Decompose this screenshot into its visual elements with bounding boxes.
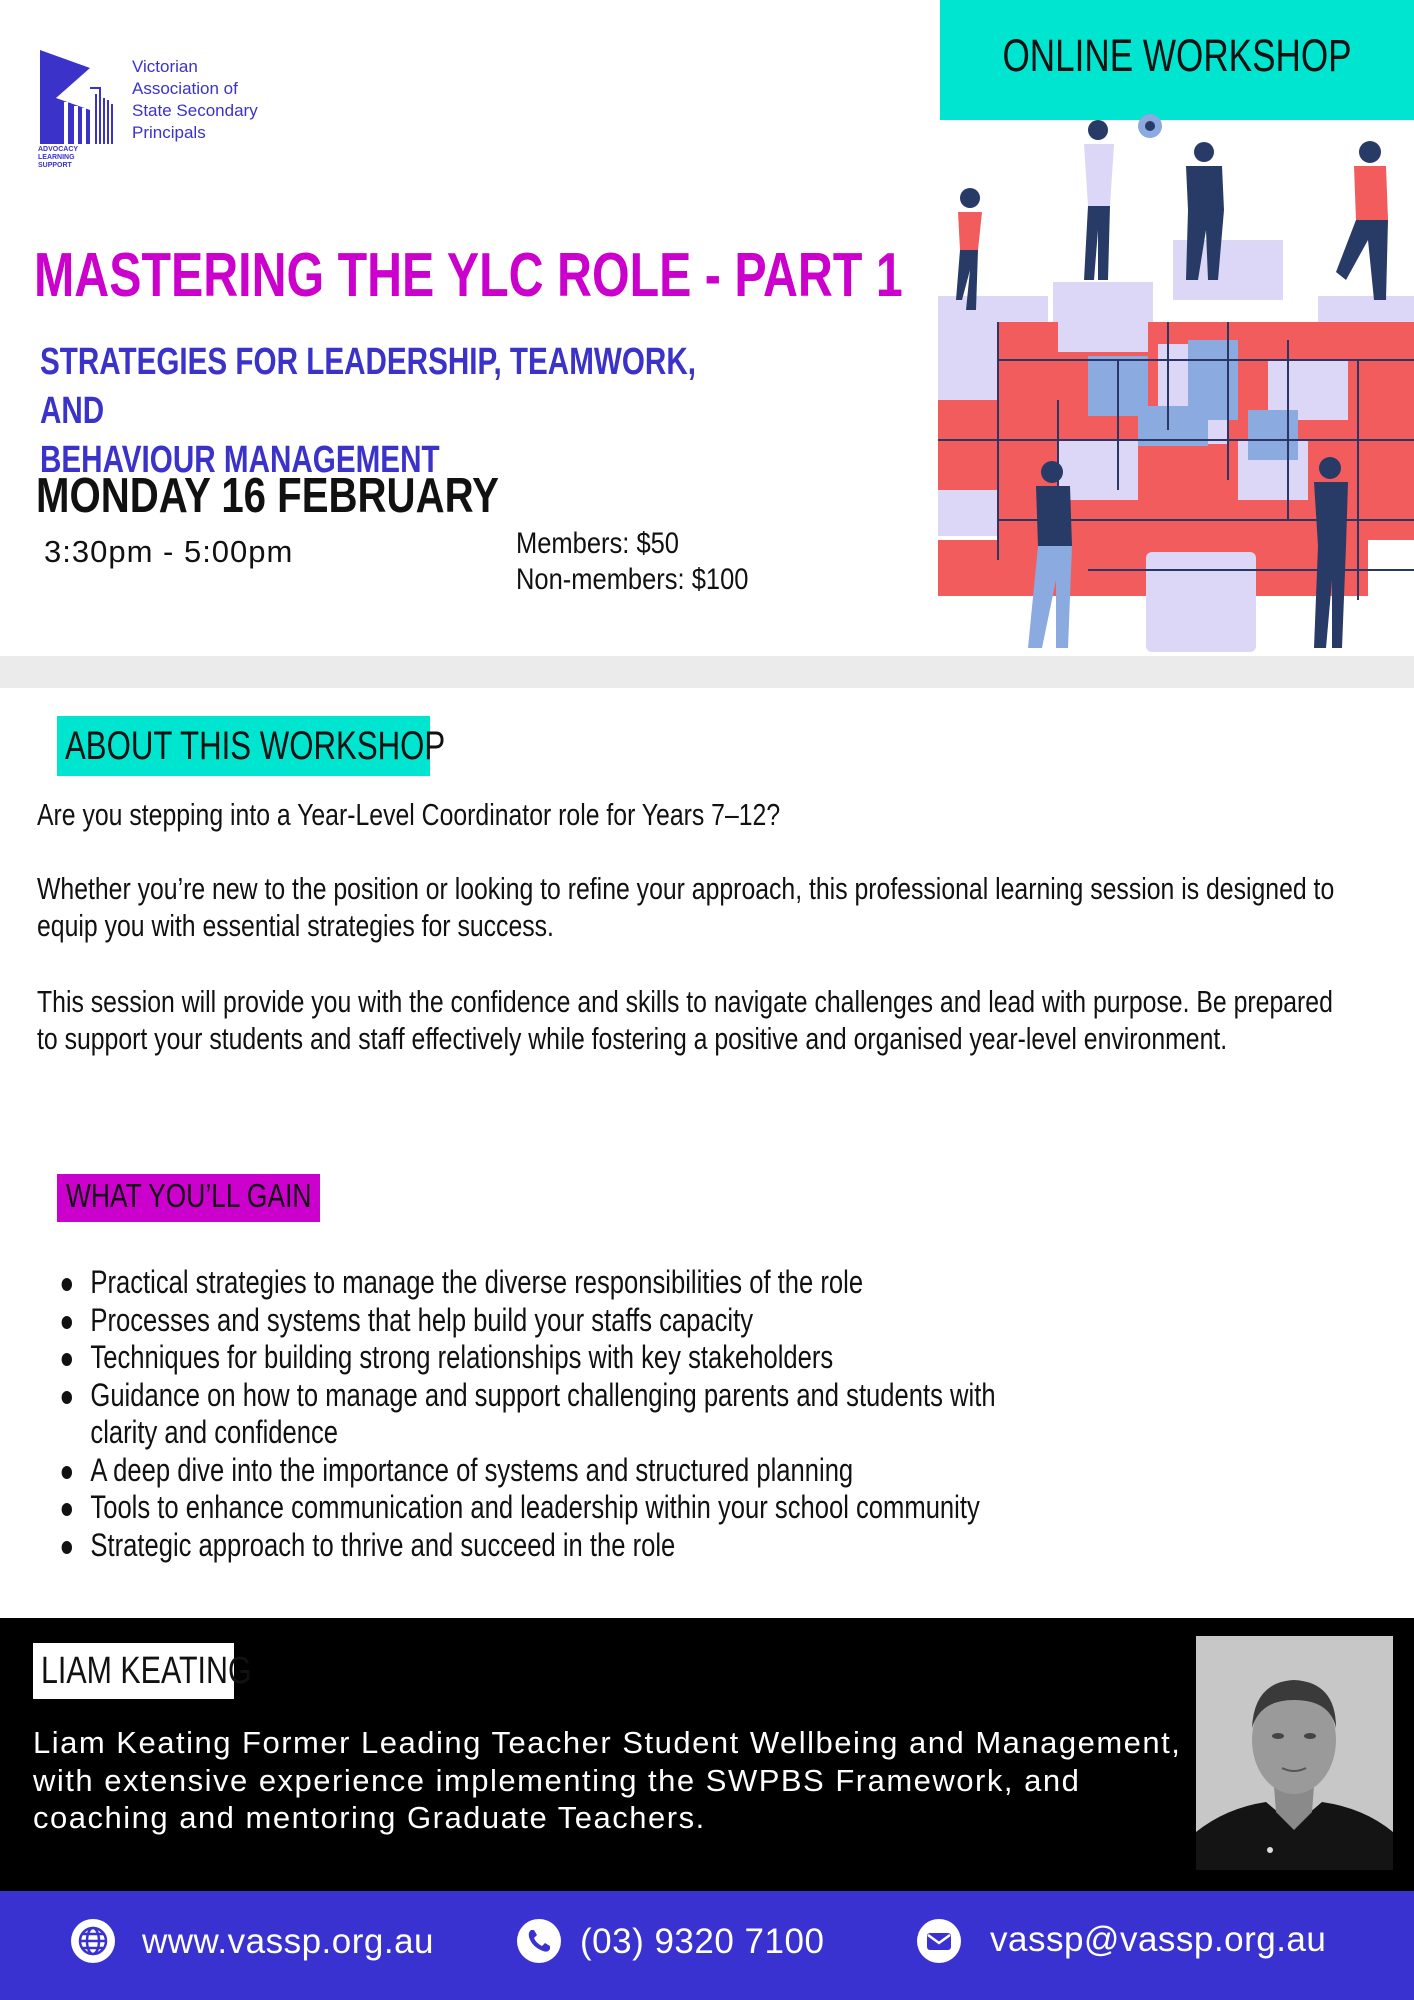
presenter-bio: Liam Keating Former Leading Teacher Student Wellbeing and Management, with extensive experience implementing the SWPBS Framework, and coaching and mentoring Graduate Teachers. <box>33 1725 1182 1835</box>
phone-icon <box>516 1918 562 1964</box>
org-name-line: Association of <box>132 79 238 98</box>
about-heading: ABOUT THIS WORKSHOP <box>65 724 446 768</box>
price-non-members: Non-members: $100 <box>516 563 749 596</box>
about-paragraph: This session will provide you with the confidence and skills to navigate challenges and lead with purpose. Be prepared to support your students and staff effectively while fostering a positive and organised year-level environment. <box>37 984 1333 1056</box>
gain-heading: WHAT YOU’LL GAIN <box>66 1177 312 1214</box>
org-name-line: State Secondary <box>132 101 258 120</box>
subtitle-line: BEHAVIOUR MANAGEMENT <box>40 439 440 481</box>
list-item: Practical strategies to manage the diverse responsibilities of the role <box>90 1264 1402 1302</box>
org-name-line: Principals <box>132 123 206 142</box>
presenter-name: LIAM KEATING <box>41 1650 252 1692</box>
event-title: MASTERING THE YLC ROLE - PART 1 <box>34 241 903 310</box>
logo-tag-line: SUPPORT <box>38 162 72 169</box>
phone-link[interactable]: (03) 9320 7100 <box>580 1922 825 1961</box>
logo-tag-line: ADVOCACY <box>38 146 79 153</box>
event-subtitle <box>40 338 758 485</box>
org-name <box>132 56 332 144</box>
presenter-photo <box>1196 1636 1393 1870</box>
org-name-line: Victorian <box>132 57 198 76</box>
about-paragraph: Whether you’re new to the position or looking to refine your approach, this professional learning session is designed to equip you with essential strategies for success. <box>37 871 1335 943</box>
website-link[interactable]: www.vassp.org.au <box>142 1922 435 1961</box>
list-item: A deep dive into the importance of systems and structured planning <box>90 1452 1402 1490</box>
list-item: Strategic approach to thrive and succeed in the role <box>90 1527 1402 1565</box>
price-members: Members: $50 <box>516 527 679 560</box>
event-date: MONDAY 16 FEBRUARY <box>36 469 499 523</box>
section-divider <box>0 656 1414 688</box>
list-item: Tools to enhance communication and leadership within your school community <box>90 1489 1402 1527</box>
list-item: Guidance on how to manage and support challenging parents and students with clarity and confidence <box>90 1377 1050 1452</box>
teamwork-illustration <box>938 100 1414 656</box>
logo-tag-line: LEARNING <box>38 154 75 161</box>
email-link[interactable]: vassp@vassp.org.au <box>990 1920 1327 1959</box>
mail-icon <box>916 1918 962 1964</box>
event-time: 3:30pm - 5:00pm <box>44 534 294 569</box>
list-item: Processes and systems that help build your staffs capacity <box>90 1302 1402 1340</box>
online-workshop-label: ONLINE WORKSHOP <box>1002 30 1352 81</box>
about-paragraph: Are you stepping into a Year-Level Coordinator role for Years 7–12? <box>37 797 781 832</box>
logo-tagline <box>38 146 98 170</box>
gain-list <box>60 1264 1402 1564</box>
subtitle-line: STRATEGIES FOR LEADERSHIP, TEAMWORK, AND <box>40 341 696 432</box>
list-item: Techniques for building strong relationships with key stakeholders <box>90 1339 1402 1377</box>
globe-icon <box>70 1918 116 1964</box>
